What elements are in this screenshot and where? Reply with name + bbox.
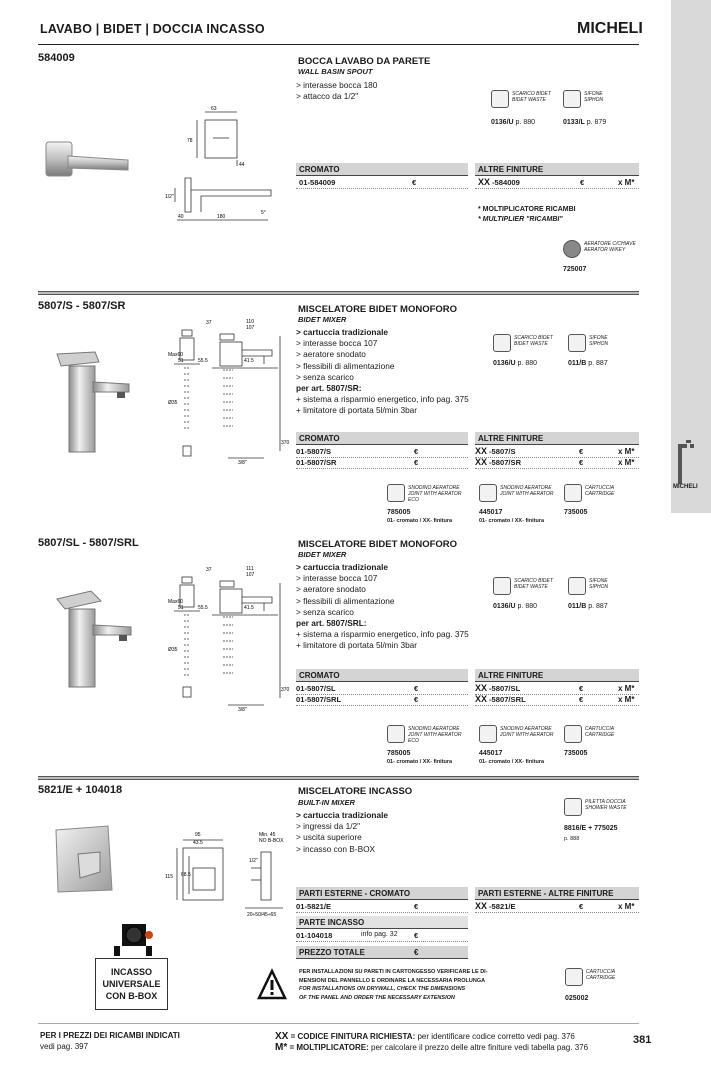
dim-label: 107 bbox=[246, 325, 255, 331]
feature-item: + sistema a risparmio energetico, info pag. 375 bbox=[296, 394, 469, 405]
accessory-ref: p. 887 bbox=[588, 603, 608, 610]
warning-line: OF THE PANEL AND ORDER THE NECESSARY EXTENSION bbox=[299, 994, 455, 1001]
dim-label: 20÷50/45÷65 bbox=[247, 912, 277, 918]
xx-text: per identificare codice corretto vedi pag. 376 bbox=[415, 1032, 575, 1041]
accessory-label: SNODINO AERATORE JOINT WITH AERATOR ECO bbox=[408, 726, 462, 744]
spout-photo bbox=[38, 120, 133, 190]
multiplier: x M* bbox=[618, 695, 635, 704]
dim-label: 51 bbox=[178, 605, 184, 611]
table-row bbox=[296, 178, 468, 189]
feature-item: + sistema a risparmio energetico, info pag. 375 bbox=[296, 629, 469, 640]
multiplier-note-en: * MULTIPLIER "RICAMBI" bbox=[478, 216, 563, 223]
dim-label: 1/2" bbox=[165, 194, 174, 200]
product-5807-s bbox=[38, 300, 639, 530]
accessory-label: SCARICO BIDET BIDET WASTE bbox=[514, 578, 553, 590]
table-header: PARTI ESTERNE - ALTRE FINITURE bbox=[475, 887, 639, 900]
product-5807-sl bbox=[38, 537, 639, 772]
accessory-item bbox=[568, 334, 638, 370]
warning-line: PER INSTALLAZIONI SU PARETI IN CARTONGESSO VERIFICARE LE DI- bbox=[299, 969, 488, 975]
feature-item: > aeratore snodato bbox=[296, 349, 366, 360]
warning-icon bbox=[258, 968, 286, 1002]
feature-item: > cartuccia tradizionale bbox=[296, 327, 389, 337]
table-header: CROMATO bbox=[296, 432, 468, 445]
dim-label: 370 bbox=[281, 687, 290, 693]
xx-label: = CODICE FINITURA RICHIESTA: bbox=[288, 1032, 416, 1041]
table-row bbox=[475, 458, 639, 469]
accessory-ref: p. 880 bbox=[517, 360, 537, 367]
accessory-item bbox=[491, 90, 561, 126]
spout-drawing bbox=[165, 106, 268, 228]
dim-label: 37 bbox=[206, 320, 212, 326]
table-row bbox=[475, 178, 639, 189]
accessory-code: 785005 bbox=[387, 509, 411, 516]
article-code: 01-5807/SR bbox=[296, 458, 337, 467]
price-cell: € bbox=[579, 447, 584, 456]
dim-label: NO B-BOX bbox=[259, 838, 284, 844]
finish-prefix: XX bbox=[475, 457, 488, 467]
feature-item: > interasse bocca 107 bbox=[296, 338, 378, 349]
product-code: 584009 bbox=[38, 52, 75, 64]
feature-list bbox=[296, 562, 469, 652]
price-cell: € bbox=[412, 178, 417, 187]
table-header: CROMATO bbox=[296, 163, 468, 176]
dim-label: Ø35 bbox=[168, 400, 178, 406]
dim-label: 110 bbox=[246, 319, 254, 325]
cartridge-icon bbox=[564, 725, 582, 743]
article-code: -5807/S bbox=[489, 447, 516, 456]
siphon-icon bbox=[568, 334, 586, 352]
product-subtitle: WALL BASIN SPOUT bbox=[298, 67, 373, 76]
dim-label: Max60 bbox=[168, 352, 184, 358]
product-584009 bbox=[38, 52, 639, 292]
table-row bbox=[475, 684, 639, 695]
table-header: CROMATO bbox=[296, 669, 468, 682]
article-code: 01-584009 bbox=[299, 178, 336, 187]
dim-label: Ø35 bbox=[168, 647, 178, 653]
table-row bbox=[296, 931, 468, 942]
total-row bbox=[296, 946, 468, 959]
b-box-line: INCASSO bbox=[110, 967, 152, 977]
feature-item: > senza scarico bbox=[296, 606, 354, 617]
dim-label: 40 bbox=[178, 214, 184, 220]
footer-spare-ref: vedi pag. 397 bbox=[40, 1042, 89, 1051]
footer-spare-parts bbox=[40, 1030, 180, 1052]
product-code: 5807/S - 5807/SR bbox=[38, 300, 126, 312]
accessory-code: 735005 bbox=[564, 750, 588, 757]
mixer-photo bbox=[43, 348, 133, 458]
table-row bbox=[475, 695, 639, 706]
accessory-ref: p. 888 bbox=[564, 836, 580, 842]
price-cell: € bbox=[579, 695, 584, 704]
product-title: MISCELATORE BIDET MONOFORO bbox=[298, 304, 458, 315]
feature-item: > senza scarico bbox=[296, 371, 354, 382]
dim-label: 63 bbox=[211, 106, 217, 112]
dim-label: 78 bbox=[187, 138, 193, 144]
feature-item: > incasso con B-BOX bbox=[296, 843, 376, 854]
article-code: 01-5807/SRL bbox=[296, 695, 342, 704]
table-header: ALTRE FINITURE bbox=[475, 432, 639, 445]
table-row bbox=[296, 458, 468, 469]
product-code: 5807/SL - 5807/SRL bbox=[38, 537, 139, 549]
accessory-item bbox=[479, 484, 561, 528]
accessory-ref: 01- cromato / XX- finitura bbox=[479, 518, 545, 524]
table-header: PARTE INCASSO bbox=[296, 916, 468, 929]
accessory-code: 445017 bbox=[479, 509, 503, 516]
accessory-item bbox=[563, 90, 633, 126]
total-label: PREZZO TOTALE bbox=[299, 948, 365, 957]
dim-label: 5° bbox=[261, 210, 266, 216]
accessory-item bbox=[563, 240, 663, 276]
multiplier: x M* bbox=[618, 458, 635, 467]
finish-prefix: XX bbox=[475, 446, 488, 456]
brand-name: MICHELI bbox=[577, 20, 643, 37]
finish-prefix: XX bbox=[478, 177, 491, 187]
section-separator bbox=[38, 291, 639, 295]
feature-item: + limitatore di portata 5l/min 3bar bbox=[296, 405, 418, 416]
accessory-item bbox=[564, 484, 634, 528]
accessory-code: 0136/U bbox=[491, 119, 514, 126]
price-cell: € bbox=[579, 684, 584, 693]
accessory-label: SNODINO AERATORE JOINT WITH AERATOR ECO bbox=[408, 485, 462, 503]
multiplier: x M* bbox=[618, 684, 635, 693]
accessory-code: 445017 bbox=[479, 750, 503, 757]
total-price: € bbox=[414, 948, 419, 957]
b-box-label bbox=[95, 958, 168, 1010]
table-row bbox=[296, 447, 468, 458]
feature-item: > interasse bocca 107 bbox=[296, 573, 378, 584]
feature-item: > aeratore snodato bbox=[296, 584, 366, 595]
page-number: 381 bbox=[633, 1034, 652, 1046]
price-cell: € bbox=[414, 684, 419, 693]
article-code: 01-104018 bbox=[296, 931, 333, 940]
dim-label: 370 bbox=[281, 440, 290, 446]
feature-item: > ingressi da 1/2" bbox=[296, 821, 361, 832]
multiplier-note: * MOLTIPLICATORE RICAMBI bbox=[478, 206, 576, 213]
accessory-code: 725007 bbox=[563, 266, 587, 273]
accessory-label: AERATORE C/CHIAVE AERATOR W/KEY bbox=[584, 241, 636, 253]
article-code: -5807/SR bbox=[489, 458, 522, 467]
accessory-item bbox=[564, 725, 634, 769]
accessory-item bbox=[387, 484, 469, 528]
dim-label: 1/2" bbox=[249, 858, 258, 864]
accessory-code: 0136/U bbox=[493, 603, 516, 610]
aerator-icon bbox=[563, 240, 581, 258]
dim-label: 107 bbox=[246, 572, 255, 578]
dim-label: 3/8" bbox=[238, 707, 247, 713]
table-row bbox=[296, 695, 468, 706]
article-code: 01-5807/SL bbox=[296, 684, 336, 693]
joint-icon bbox=[479, 725, 497, 743]
accessory-label: CARTUCCIA CARTRIDGE bbox=[586, 969, 616, 981]
accessory-label: PILETTA DOCCIA SHOWER WASTE bbox=[585, 799, 627, 811]
price-cell: € bbox=[414, 695, 419, 704]
product-title: BOCCA LAVABO DA PARETE bbox=[298, 56, 431, 67]
article-code: -584009 bbox=[492, 178, 520, 187]
table-row bbox=[475, 447, 639, 458]
table-header: ALTRE FINITURE bbox=[475, 669, 639, 682]
accessory-item bbox=[565, 968, 635, 1008]
accessory-item bbox=[493, 577, 563, 613]
section-title: LAVABO | BIDET | DOCCIA INCASSO bbox=[40, 22, 265, 36]
drywall-warning bbox=[299, 968, 489, 1002]
table-row bbox=[296, 684, 468, 695]
article-code: -5821/E bbox=[489, 902, 516, 911]
faucet-icon bbox=[676, 438, 696, 486]
multiplier: x M* bbox=[618, 902, 635, 911]
section-separator bbox=[38, 776, 639, 780]
article-code: 01-5807/S bbox=[296, 447, 332, 456]
accessory-label: SIFONE SIPHON bbox=[589, 335, 609, 347]
feature-item: > cartuccia tradizionale bbox=[296, 810, 388, 820]
mixer-drawing bbox=[168, 563, 290, 713]
finish-prefix: XX bbox=[475, 901, 488, 911]
dim-label: 95 bbox=[195, 832, 201, 838]
accessory-item bbox=[387, 725, 469, 769]
accessory-code: 0133/L bbox=[563, 119, 585, 126]
accessory-code: 735005 bbox=[564, 509, 588, 516]
accessory-code: 011/B bbox=[568, 603, 587, 610]
accessory-label: CARTUCCIA CARTRIDGE bbox=[585, 485, 615, 497]
footer-spare-title: PER I PREZZI DEI RICAMBI INDICATI bbox=[40, 1031, 180, 1040]
dim-label: 51 bbox=[178, 358, 184, 364]
b-box-line: CON B-BOX bbox=[105, 991, 158, 1001]
accessory-ref: 01- cromato / XX- finitura bbox=[387, 518, 453, 524]
built-in-mixer-drawing bbox=[163, 828, 283, 923]
price-cell: € bbox=[414, 447, 419, 456]
joint-icon bbox=[387, 484, 405, 502]
dim-label: 44 bbox=[239, 162, 245, 168]
built-in-mixer-photo bbox=[48, 820, 128, 900]
accessory-code: 0136/U bbox=[493, 360, 516, 367]
accessory-label: SNODINO AERATORE JOINT WITH AERATOR bbox=[500, 485, 554, 497]
siphon-icon bbox=[568, 577, 586, 595]
side-tab-label: MICHELI bbox=[673, 484, 698, 490]
cartridge-icon bbox=[564, 484, 582, 502]
warning-line: MENSIONI DEL PANNELLO E ORDINARE LA NECESSARIA PROLUNGA bbox=[299, 977, 486, 984]
b-box-photo bbox=[108, 914, 163, 964]
price-cell: € bbox=[580, 178, 585, 187]
dim-label: 41.5 bbox=[244, 358, 254, 364]
accessory-item bbox=[564, 798, 644, 854]
product-code: 5821/E + 104018 bbox=[38, 784, 123, 796]
multiplier: x M* bbox=[618, 447, 635, 456]
accessory-ref: p. 879 bbox=[586, 119, 607, 126]
table-row bbox=[475, 902, 639, 913]
mixer-photo bbox=[43, 581, 133, 691]
m-label: = MOLTIPLICATORE: bbox=[287, 1043, 369, 1052]
footer-legend bbox=[275, 1031, 588, 1053]
dim-label: 111 bbox=[246, 566, 254, 572]
dim-label: 41.5 bbox=[244, 605, 254, 611]
accessory-code: 785005 bbox=[387, 750, 411, 757]
product-subtitle: BIDET MIXER bbox=[298, 550, 347, 559]
price-cell: € bbox=[414, 931, 419, 940]
accessory-ref: 01- cromato / XX- finitura bbox=[479, 759, 545, 765]
waste-icon bbox=[493, 334, 511, 352]
m-text: per calcolare il prezzo delle altre finiture vedi tabella pag. 376 bbox=[368, 1043, 589, 1052]
accessory-label: SCARICO BIDET BIDET WASTE bbox=[514, 335, 553, 347]
accessory-item bbox=[479, 725, 561, 769]
dim-label: 55.5 bbox=[198, 605, 208, 611]
cartridge-icon bbox=[565, 968, 583, 986]
waste-icon bbox=[491, 90, 509, 108]
article-code: 01-5821/E bbox=[296, 902, 332, 911]
m-code: M* bbox=[275, 1042, 288, 1053]
dim-label: 3/8" bbox=[238, 460, 247, 466]
dim-label: 37 bbox=[206, 567, 212, 573]
joint-icon bbox=[479, 484, 497, 502]
feature-item: > flessibili di alimentazione bbox=[296, 595, 395, 606]
multiplier: x M* bbox=[618, 178, 635, 187]
table-header: PARTI ESTERNE - CROMATO bbox=[296, 887, 468, 900]
accessory-code: 025002 bbox=[565, 995, 589, 1002]
joint-icon bbox=[387, 725, 405, 743]
dim-label: 180 bbox=[217, 214, 226, 220]
feature-item: + limitatore di portata 5l/min 3bar bbox=[296, 640, 418, 651]
accessory-item bbox=[493, 334, 563, 370]
accessory-ref: p. 887 bbox=[588, 360, 608, 367]
product-subtitle: BUILT-IN MIXER bbox=[298, 798, 355, 807]
price-cell: € bbox=[579, 902, 584, 911]
info-ref: info pag. 32 bbox=[361, 931, 398, 938]
b-box-line: UNIVERSALE bbox=[102, 979, 161, 989]
footer-rule bbox=[38, 1023, 639, 1024]
accessory-label: SNODINO AERATORE JOINT WITH AERATOR bbox=[500, 726, 554, 738]
waste-icon bbox=[493, 577, 511, 595]
feature-list bbox=[296, 810, 388, 855]
xx-code: XX bbox=[275, 1031, 289, 1042]
table-row bbox=[296, 902, 468, 913]
accessory-label: CARTUCCIA CARTRIDGE bbox=[585, 726, 615, 738]
feature-list bbox=[296, 327, 469, 417]
header-rule bbox=[38, 44, 639, 45]
accessory-label: SIFONE SIPHON bbox=[584, 91, 604, 103]
article-code: -5807/SL bbox=[489, 684, 521, 693]
accessory-item bbox=[568, 577, 638, 613]
feature-item: > flessibili di alimentazione bbox=[296, 360, 395, 371]
shower-waste-icon bbox=[564, 798, 582, 816]
dim-label: Max60 bbox=[168, 599, 184, 605]
siphon-icon bbox=[563, 90, 581, 108]
accessory-label: SCARICO BIDET BIDET WASTE bbox=[512, 91, 551, 103]
price-cell: € bbox=[579, 458, 584, 467]
price-cell: € bbox=[414, 458, 419, 467]
article-code: -5807/SRL bbox=[489, 695, 526, 704]
accessory-code: 8816/E + 775025 bbox=[564, 825, 618, 832]
feature-item: per art. 5807/SRL: bbox=[296, 618, 367, 629]
product-subtitle: BIDET MIXER bbox=[298, 315, 347, 324]
side-tab bbox=[671, 0, 711, 513]
price-cell: € bbox=[414, 902, 419, 911]
table-header: ALTRE FINITURE bbox=[475, 163, 639, 176]
dim-label: 43.5 bbox=[193, 840, 203, 846]
feature-list bbox=[296, 80, 377, 102]
accessory-ref: p. 880 bbox=[517, 603, 537, 610]
feature-item: > interasse bocca 180 bbox=[296, 80, 378, 90]
feature-item: > attacco da 1/2" bbox=[296, 91, 359, 102]
feature-item: > uscita superiore bbox=[296, 832, 362, 843]
warning-line: FOR INSTALLATIONS ON DRYWALL, CHECK THE DIMENSIONS bbox=[299, 986, 466, 992]
accessory-ref: p. 880 bbox=[515, 119, 535, 126]
dim-label: 68.5 bbox=[181, 872, 191, 878]
accessory-label: SIFONE SIPHON bbox=[589, 578, 609, 590]
dim-label: Min. 45 bbox=[259, 832, 276, 838]
accessory-code: 011/B bbox=[568, 360, 587, 367]
product-title: MISCELATORE INCASSO bbox=[298, 786, 413, 797]
feature-item: > cartuccia tradizionale bbox=[296, 562, 388, 572]
accessory-ref: 01- cromato / XX- finitura bbox=[387, 759, 453, 765]
product-title: MISCELATORE BIDET MONOFORO bbox=[298, 539, 458, 550]
dim-label: 55.5 bbox=[198, 358, 208, 364]
mixer-drawing bbox=[168, 316, 290, 466]
dim-label: 115 bbox=[165, 874, 173, 880]
feature-item: per art. 5807/SR: bbox=[296, 383, 362, 394]
finish-prefix: XX bbox=[475, 694, 488, 704]
finish-prefix: XX bbox=[475, 683, 488, 693]
